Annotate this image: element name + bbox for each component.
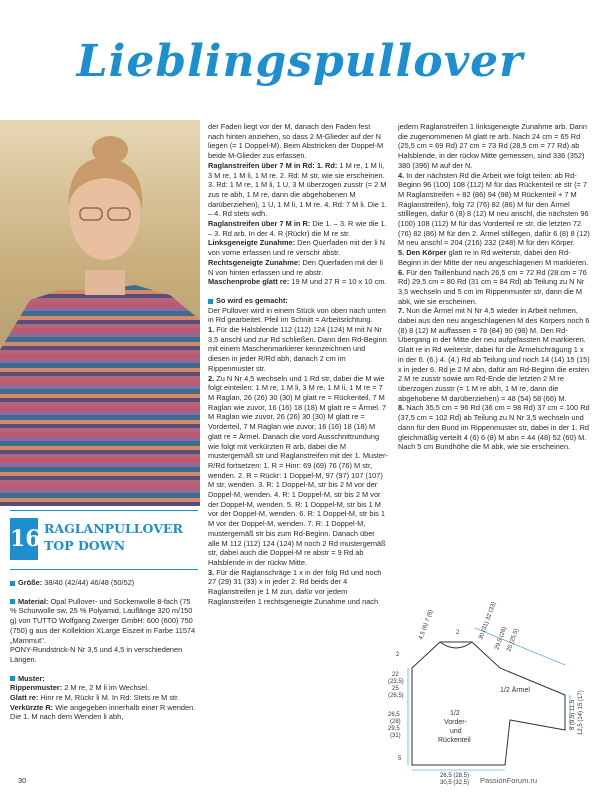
paragraph-heading: 5. Den Körper: [398, 248, 447, 258]
bullet-square-icon: [208, 299, 213, 304]
paragraph-gap: [10, 588, 198, 597]
paragraph-heading: Glatt re:: [10, 693, 39, 703]
paragraph-heading: 3.: [208, 567, 215, 577]
paragraph: [208, 277, 388, 287]
paragraph-gap: [208, 287, 388, 296]
body-label-3: und: [450, 728, 462, 735]
paragraph-heading: Raglanstreifen über 7 M in Rd: 1. Rd:: [208, 160, 338, 170]
paragraph: [208, 374, 388, 568]
paragraph-heading: 8.: [398, 403, 405, 413]
bullet-square-icon: [10, 599, 15, 604]
paragraph-text: glatt re in Rd weiterstr, dabei den Rd-Beginn in der Mitte der neu angeschlagenen M markieren.: [398, 248, 589, 267]
paragraph: [398, 268, 590, 307]
paragraph-text: 19 M und 27 R = 10 x 10 cm.: [289, 277, 387, 287]
paragraph: [208, 306, 388, 325]
left-measure-2: 22: [392, 672, 399, 678]
left-measure-9: (31): [390, 733, 401, 739]
paragraph-text: jedem Raglanstreifen 1 linksgeneigte Zunahme arb. Dann die zugenommenen M glatt re arb. Nach 24 cm = 65 Rd (25,5 cm = 69 Rd) 27 cm = 73 Rd (28,5 cm = 77 Rd) ab Halsblende, in der rückw Mitte gemessen, sind 336 (352) 380 (396) M auf der N.: [398, 122, 587, 170]
left-measure-6: 26,5: [388, 712, 400, 718]
paragraph: [10, 597, 198, 646]
right-measure-a: 8 (9,5) 11,5: [570, 699, 576, 730]
neck-measure-a: 4,5 (6) 7 (8): [418, 609, 435, 641]
paragraph-text: Für die Raglanschräge 1 x in der folg Rd und noch 27 (29) 31 (33) x in jeder 2. Rd beids der 4 Raglanstreifen je 1 M zun, dafür vor jedem Raglanstreifen 1 rechtsgeneigte Zunahme und nach: [208, 567, 382, 606]
bullet-square-icon: [10, 581, 15, 586]
body-label-2: Vorder-: [444, 719, 467, 726]
neck-measure-c: 30 (31) 32 (33): [478, 601, 498, 641]
paragraph-heading: Material:: [18, 596, 49, 606]
paragraph-heading: 2.: [208, 373, 215, 383]
neck-measure-b: 2: [456, 630, 460, 636]
paragraph: [398, 248, 590, 267]
paragraph: [398, 171, 590, 249]
left-measure-7: (28): [390, 719, 401, 725]
paragraph: [398, 122, 590, 171]
body-label-1: 1/2: [450, 710, 460, 717]
paragraph-text: Die 1. – 3. R wie die 1. – 3. Rd arb. In der 4. R (Rückr) die M re str.: [208, 219, 387, 238]
right-measure-b: 12,5 (14) 15 (17): [578, 690, 584, 735]
paragraph-heading: Raglanstreifen über 7 M in R:: [208, 219, 311, 229]
pattern-number: 16: [10, 518, 38, 560]
paragraph: [10, 703, 198, 722]
paragraph: [208, 296, 388, 306]
text-column-1: [10, 578, 198, 722]
paragraph: [208, 238, 388, 257]
body-label-4: Rückenteil: [438, 737, 471, 744]
text-column-3: [398, 122, 590, 452]
bullet-square-icon: [10, 676, 15, 681]
paragraph-heading: So wird es gemacht:: [216, 295, 288, 305]
left-measure-3: (23,5): [388, 679, 404, 685]
paragraph: [398, 306, 590, 403]
paragraph-text: Den Querfaden mit der li N von vorne erfassen und re verschr abstr.: [208, 238, 386, 258]
paragraph-heading: Rippenmuster:: [10, 683, 63, 693]
paragraph: [10, 645, 198, 664]
sleeve-label: 1/2 Ärmel: [500, 687, 530, 694]
paragraph: [208, 325, 388, 374]
bottom-measure-2: 30,5 (32,5): [440, 780, 470, 786]
paragraph-text: Nach 35,5 cm = 96 Rd (36 cm = 98 Rd) 37 cm = 100 Rd (37,5 cm = 102 Rd) ab Teilung zu N Nr 3,5 wechseln und dann für den Bund im Rippenmuster str, dabei in der 1. Rd gleichmäßig verteilt 4 (6) 6 (8) M abn = 44 (48) 52 (60) M. Nach 5 cm Bundhöhe die M abk, wie sie erscheinen.: [398, 403, 590, 452]
paragraph-heading: Muster:: [18, 673, 45, 683]
page-number: 30: [18, 776, 27, 785]
paragraph-text: 2 M re, 2 M li im Wechsel.: [62, 683, 150, 693]
paragraph-text: In der nächsten Rd die Arbeit wie folgt teilen: ab Rd-Beginn 96 (100) 108 (112) M für das Rückenteil re str (= 7 M Raglanstreifen + 82 (86) 94 (98) M Rückenteil + 7 M Raglanstreifen), folg 72 (76) 82 (86) M für den Ärmel stilllegen, dafür 6 (8) 8 (12) M neu anschl, die nächsten 96 (100) 108 (112) M für das Vorderteil re str, die letzten 72 (76) 82 (86) M für den 2. Ärmel stilllegen, dafür 6 (8) 8 (12) M neu anschl = 204 (216) 232 (248) M für den Körper.: [398, 170, 590, 248]
paragraph: [208, 258, 388, 277]
paragraph-heading: Verkürzte R:: [10, 702, 54, 712]
paragraph-text: Hinr re M, Rückr li M. In Rd: Stets re M str.: [38, 693, 180, 703]
paragraph-heading: Rechtsgeneigte Zunahme:: [208, 257, 301, 267]
paragraph-text: der Faden liegt vor der M, danach den Faden fest nach hinten anziehen, so dass 2 M-Glieder auf der N liegen (= 1 Doppel-M). Beim Abstricken der Doppel-M beide M-Glieder zus erfassen.: [208, 122, 384, 161]
paragraph-heading: Maschenprobe glatt re:: [208, 277, 290, 287]
paragraph-heading: 6.: [398, 267, 405, 277]
paragraph: [10, 693, 198, 703]
top-measure-b: 25 (25,5): [506, 628, 521, 653]
paragraph-text: Wie angegeben innerhalb einer R wenden. Die 1. M nach dem Wenden li abh,: [10, 702, 196, 722]
paragraph: [208, 161, 388, 219]
paragraph-text: 1 M re, 1 M li, 3 M re, 1 M li, 1 M re. 2. Rd: M str, wie sie erscheinen. 3. Rd: 1 M re, 1 M li, 1 U, 3 M überzogen zusstr (= 2 M zus re abh, 1 M re, dann die abgehobenen M darüberziehen), 1 U, 1 M li, 1 M re. 4. Rd: 7 M li. Die 1. – 4. Rd stets wdh.: [208, 160, 388, 219]
top-measure-a: 29,5 (26): [494, 626, 509, 651]
paragraph-text: Opal Pullover- und Sockenwolle 8-fach (75 % Schurwolle sw, 25 % Polyamid, Lauflänge 320 m/150 g) von TUTTO Wolfgang Zwerger GmbH: 600 (600) 750 (750) g aus der Kollektion XLarge Eiszeit in Farbe 11574 „Mammut".: [10, 596, 196, 645]
paragraph: [208, 219, 388, 238]
pattern-title: RAGLANPULLOVER TOP DOWN: [44, 521, 183, 553]
paragraph: [398, 403, 590, 452]
paragraph-heading: 1.: [208, 325, 215, 335]
paragraph: [10, 683, 198, 693]
model-photo: [0, 120, 200, 506]
paragraph: [208, 122, 388, 161]
paragraph-heading: 7.: [398, 306, 405, 316]
left-measure-10: 5: [398, 756, 402, 762]
paragraph: [10, 578, 198, 588]
paragraph: [208, 568, 388, 607]
paragraph-text: Für die Halsblende 112 (112) 124 (124) M mit N Nr 3,5 anschl und zur Rd schließen. Dann den Rd-Beginn mit einem Maschenmarkierer kennzeichnen und diesen in jeder R/Rd abh, danach 2 cm im Rippenmuster str.: [208, 325, 387, 373]
paragraph-heading: 4.: [398, 170, 405, 180]
watermark: PassionForum.ru: [480, 776, 538, 785]
left-measure-5: (26,5): [388, 693, 404, 699]
paragraph-text: Nun die Ärmel mit N Nr 4,5 wieder in Arbeit nehmen, dabei aus den neu angeschlagenen M des Körpers noch 6 (8) 8 (12) M auffassen = 78 (84) 90 (98) M. Den Rd-Übergang in der Mitte der neu aufgefassten M markieren. Glatt re in Rd weiterstr, dabei für die Ärmelschrägung 1 x in der 6. (6.) 4. (4.) Rd ab Teilung und noch 14 (14) 15 (15) x in jeder 6. Rd je 2 M abn, dafür am Rd-Beginn die ersten 2 M re zusstr sowie am Rd-Ende die letzten 2 M re überzogen zusstr (= 1 M re abh, 1 M re, dann die abgehobene M darüberziehen) = 48 (54) 58 (66) M.: [398, 306, 590, 403]
page-title: Lieblingspullover: [76, 36, 524, 87]
paragraph-text: Für den Taillenbund nach 26,5 cm = 72 Rd (28 cm = 76 Rd) 29,5 cm = 80 Rd (31 cm = 84 Rd) ab Teilung zu N Nr 3,5 wechseln und 5 cm im Rippenmuster str, dann die M abk, wie sie erscheinen.: [398, 267, 587, 306]
paragraph-heading: Größe:: [18, 578, 43, 587]
paragraph-text: Den Querfaden mit der li N von hinten erfassen und re abstr.: [208, 257, 383, 277]
paragraph-text: Der Pullover wird in einem Stück von oben nach unten in Rd gearbeitet. Pfeil im Schnitt = Arbeitsrichtung.: [208, 305, 386, 325]
sweater-illustration: [0, 120, 200, 506]
paragraph-heading: Linksgeneigte Zunahme:: [208, 238, 296, 248]
paragraph-text: Zu N Nr 4,5 wechseln und 1 Rd str, dabei die M wie folgt einteilen: 1 M re, 1 M li, 3 M re, 1 M li, 1 M re = 7 M Raglan, 26 (26) 30 (30) M glatt re = Rückenteil, 7 M Raglan wie zuvor, 16 (16) 18 (18) M glatt re = Ärmel, 7 M Raglan wie zuvor, 26 (26) 30 (30) M glatt re = Vorderteil, 7 M Raglan wie zuvor, 16 (16) 18 (18) M glatt re = Ärmel. Danach die vord Ausschnittrundung wie folgt mit verkürzten R arb, dabei die M mustergemäß str und Raglanstreifen mit der 1. Muster-R/Rd fortsetzen: 1. R = Hinr: 69 (69) 76 (76) M str, wenden. 2. R = Rückr: 1 Doppel-M, 97 (97) 107 (107) M str, wenden. 3. R: 1 Doppel-M, str bis 2 M vor der Doppel-M, wenden. 4. R: 1 Doppel-M, str bis 2 M vor der Doppel-M, wenden. 5. R: 1 Doppel-M, str bis 1 M vor der Doppel-M, wenden. 6. R: 1 Doppel-M, str bis 1 M vor der Doppel-M, wenden. 7. R: 1 Doppel-M, mustergemäß str bis zum Rd-Beginn. Danach über alle M 112 (112) 124 (124) M noch 2 Rd mustergemäß str, dabei auch die Doppel-M re abstr = 9 Rd ab Halsblende in der rückw Mitte.: [208, 373, 388, 567]
left-measure-4: 25: [392, 686, 399, 692]
paragraph-text: PONY-Rundstrick-N Nr 3,5 und 4,5 in verschiedenen Längen.: [10, 645, 183, 664]
bottom-measure-1: 26,5 (28,5): [440, 773, 470, 779]
left-measure-1: 2: [396, 652, 400, 658]
left-measure-8: 29,5: [388, 726, 400, 732]
text-column-2: [208, 122, 388, 606]
paragraph-text: 38/40 (42/44) 46/48 (50/52): [42, 578, 135, 587]
paragraph: [10, 674, 198, 684]
paragraph-gap: [10, 665, 198, 674]
